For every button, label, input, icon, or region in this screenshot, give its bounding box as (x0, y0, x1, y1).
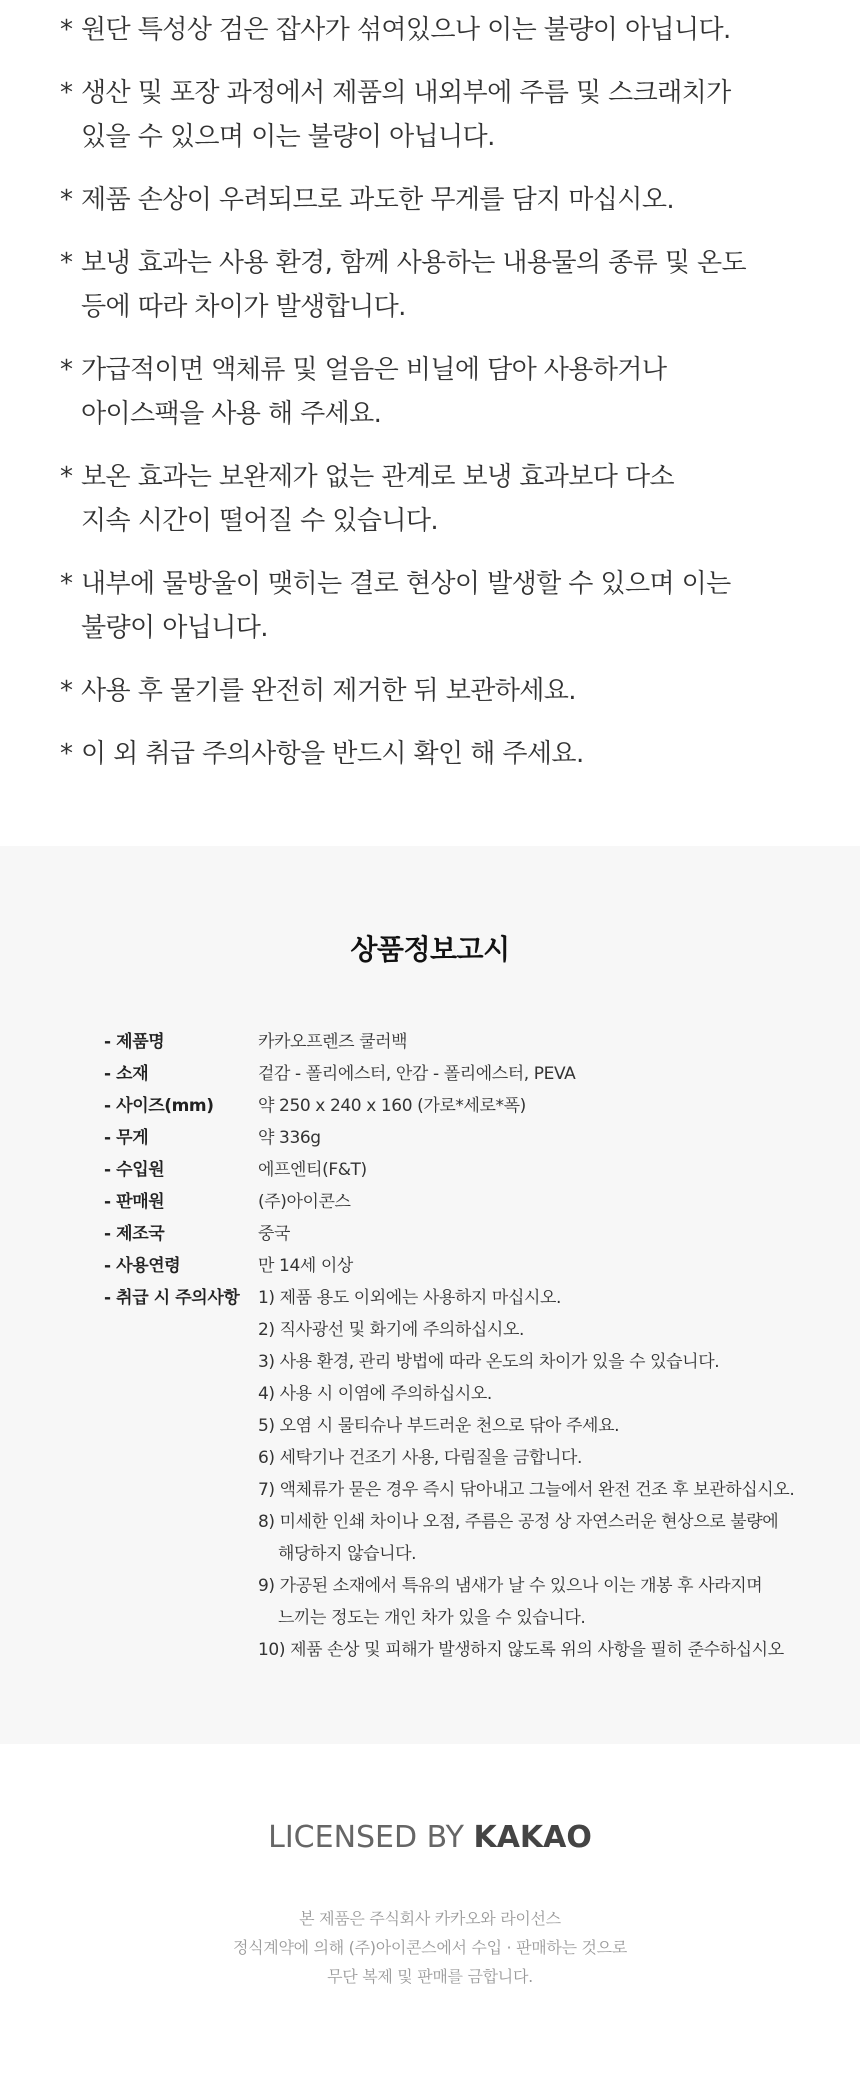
product-info-table (104, 1026, 794, 1666)
note-item (60, 669, 830, 713)
note-line: 아이스팩을 사용 해 주세요. (81, 399, 382, 429)
info-value: 약 336g (258, 1128, 321, 1148)
caution-item: 9) 가공된 소재에서 특유의 냄새가 날 수 있으나 이는 개봉 후 사라지며 (258, 1576, 763, 1596)
bullet-asterisk: * (60, 676, 73, 706)
license-desc-line: 본 제품은 주식회사 카카오와 라이선스 (299, 1909, 561, 1928)
note-item (60, 562, 830, 650)
note-item (60, 732, 830, 776)
caution-item: 8) 미세한 인쇄 차이나 오점, 주름은 공정 상 자연스러운 현상으로 불량에 (258, 1512, 779, 1532)
info-row-age (104, 1250, 794, 1282)
caution-item: 6) 세탁기나 건조기 사용, 다림질을 금합니다. (258, 1448, 583, 1468)
bullet-asterisk: * (60, 248, 73, 278)
info-row-origin (104, 1218, 794, 1250)
caution-notes-list (60, 8, 830, 795)
note-line: 보온 효과는 보완제가 없는 관계로 보냉 효과보다 다소 (81, 462, 675, 492)
note-line: 지속 시간이 떨어질 수 있습니다. (81, 506, 439, 536)
info-value: 만 14세 이상 (258, 1256, 353, 1276)
caution-item: 7) 액체류가 묻은 경우 즉시 닦아내고 그늘에서 완전 건조 후 보관하십시오. (258, 1480, 795, 1500)
info-key: - 제품명 (104, 1032, 165, 1052)
info-key: - 취급 시 주의사항 (104, 1288, 240, 1308)
product-info-title: 상품정보고시 (350, 933, 510, 966)
info-key: - 무게 (104, 1128, 149, 1148)
note-line: 이 외 취급 주의사항을 반드시 확인 해 주세요. (81, 739, 584, 769)
info-row-material (104, 1058, 794, 1090)
caution-item: 3) 사용 환경, 관리 방법에 따라 온도의 차이가 있을 수 있습니다. (258, 1352, 720, 1372)
product-info-section (0, 846, 860, 1744)
info-value: 에프엔티(F&T) (258, 1160, 367, 1180)
note-item (60, 178, 830, 222)
info-row-seller (104, 1186, 794, 1218)
note-line: 제품 손상이 우려되므로 과도한 무게를 담지 마십시오. (81, 185, 675, 215)
info-row-caution (104, 1282, 794, 1666)
bullet-asterisk: * (60, 78, 73, 108)
note-line: 불량이 아닙니다. (81, 613, 268, 643)
note-line: 원단 특성상 검은 잡사가 섞여있으나 이는 불량이 아닙니다. (81, 15, 731, 45)
note-line: 생산 및 포장 과정에서 제품의 내외부에 주름 및 스크래치가 (81, 78, 731, 108)
bullet-asterisk: * (60, 355, 73, 385)
caution-item: 5) 오염 시 물티슈나 부드러운 천으로 닦아 주세요. (258, 1416, 620, 1436)
info-key: - 소재 (104, 1064, 149, 1084)
license-section (0, 1744, 860, 2076)
info-row-weight (104, 1122, 794, 1154)
bullet-asterisk: * (60, 185, 73, 215)
caution-item: 10) 제품 손상 및 피해가 발생하지 않도록 위의 사항을 필히 준수하십시오 (258, 1640, 784, 1660)
info-value: 카카오프렌즈 쿨러백 (258, 1032, 408, 1052)
note-item (60, 348, 830, 436)
license-brand (0, 1820, 860, 1855)
bullet-asterisk: * (60, 569, 73, 599)
info-key: - 제조국 (104, 1224, 165, 1244)
info-value: 약 250 x 240 x 160 (가로*세로*폭) (258, 1096, 526, 1116)
note-item (60, 241, 830, 329)
bullet-asterisk: * (60, 15, 73, 45)
info-row-product-name (104, 1026, 794, 1058)
info-key: - 수입원 (104, 1160, 165, 1180)
caution-item-continuation: 느끼는 정도는 개인 차가 있을 수 있습니다. (278, 1608, 586, 1628)
note-line: 사용 후 물기를 완전히 제거한 뒤 보관하세요. (81, 676, 576, 706)
caution-list (258, 1282, 794, 1666)
note-line: 내부에 물방울이 맺히는 결로 현상이 발생할 수 있으며 이는 (81, 569, 731, 599)
note-line: 보냉 효과는 사용 환경, 함께 사용하는 내용물의 종류 및 온도 (81, 248, 747, 278)
license-prefix: LICENSED BY (268, 1820, 474, 1855)
bullet-asterisk: * (60, 462, 73, 492)
info-key: - 사용연령 (104, 1256, 181, 1276)
info-row-importer (104, 1154, 794, 1186)
note-line: 등에 따라 차이가 발생합니다. (81, 292, 406, 322)
caution-item: 1) 제품 용도 이외에는 사용하지 마십시오. (258, 1288, 562, 1308)
info-key: - 사이즈(mm) (104, 1096, 214, 1116)
note-line: 있을 수 있으며 이는 불량이 아닙니다. (81, 122, 495, 152)
license-desc-line: 무단 복제 및 판매를 금합니다. (327, 1967, 533, 1986)
info-value: (주)아이콘스 (258, 1192, 351, 1212)
caution-notes-section (0, 0, 860, 846)
bullet-asterisk: * (60, 739, 73, 769)
caution-item: 4) 사용 시 이염에 주의하십시오. (258, 1384, 492, 1404)
note-item (60, 455, 830, 543)
note-item (60, 8, 830, 52)
caution-item-continuation: 해당하지 않습니다. (278, 1544, 417, 1564)
note-line: 가급적이면 액체류 및 얼음은 비닐에 담아 사용하거나 (81, 355, 667, 385)
license-desc-line: 정식계약에 의해 (주)아이콘스에서 수입 · 판매하는 것으로 (233, 1938, 627, 1957)
license-brand-name: KAKAO (473, 1820, 592, 1855)
info-key: - 판매원 (104, 1192, 165, 1212)
info-row-size (104, 1090, 794, 1122)
license-description (0, 1904, 860, 1991)
info-value: 중국 (258, 1224, 291, 1244)
caution-item: 2) 직사광선 및 화기에 주의하십시오. (258, 1320, 524, 1340)
note-item (60, 71, 830, 159)
info-value: 겉감 - 폴리에스터, 안감 - 폴리에스터, PEVA (258, 1064, 576, 1084)
